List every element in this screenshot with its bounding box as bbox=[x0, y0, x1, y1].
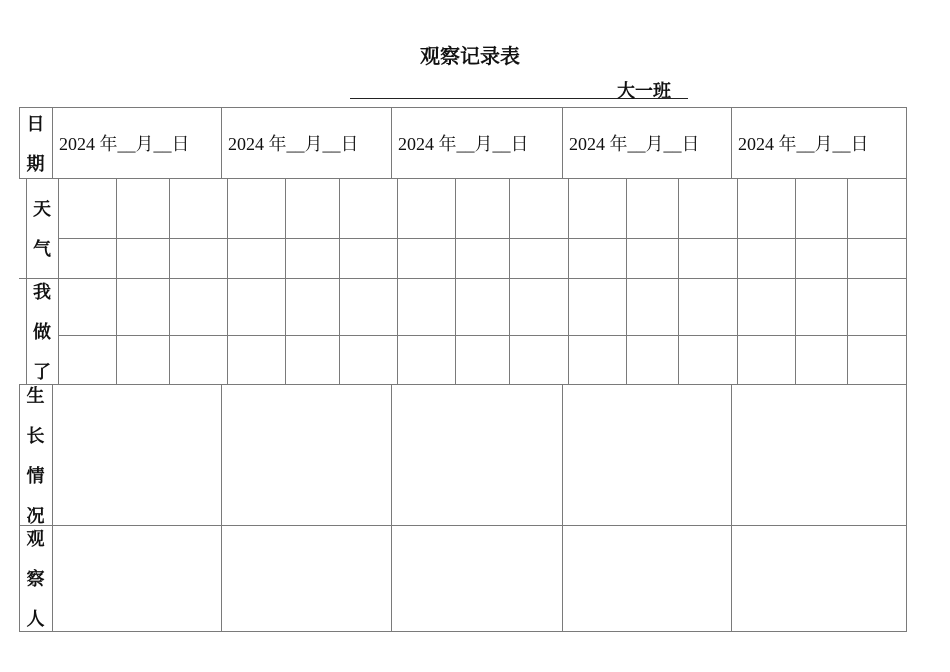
subcolumn-divider bbox=[397, 178, 398, 384]
column-divider bbox=[562, 384, 563, 631]
column-divider bbox=[221, 384, 222, 631]
row-label-char: 生 bbox=[26, 385, 45, 406]
table-border-bottom bbox=[19, 631, 907, 632]
row-label-char: 天 bbox=[33, 199, 51, 219]
date-cell: 2024 年__月__日 bbox=[738, 133, 869, 154]
activity-subrow-divider bbox=[58, 335, 907, 336]
row-label-observer bbox=[19, 525, 52, 631]
row-label-char: 了 bbox=[33, 362, 51, 382]
row-label-char: 察 bbox=[26, 569, 45, 589]
row-label-char: 观 bbox=[26, 529, 45, 549]
row-divider bbox=[19, 525, 907, 526]
page-title: 观察记录表 bbox=[420, 46, 520, 68]
subcolumn-divider bbox=[227, 178, 228, 384]
row-label-char: 人 bbox=[26, 609, 45, 629]
column-divider bbox=[731, 384, 732, 631]
subcolumn-divider bbox=[568, 178, 569, 384]
row-label-char: 我 bbox=[33, 282, 51, 302]
column-divider bbox=[391, 384, 392, 631]
subcolumn-divider bbox=[285, 178, 286, 384]
column-divider bbox=[731, 107, 732, 178]
row-label-date bbox=[19, 107, 52, 178]
row-label-char: 况 bbox=[26, 505, 45, 526]
row-divider bbox=[19, 178, 907, 179]
row-label-growth bbox=[19, 384, 52, 525]
row-divider bbox=[19, 384, 907, 385]
subcolumn-divider bbox=[58, 178, 59, 384]
weather-subrow-divider bbox=[58, 238, 907, 239]
date-cell: 2024 年__月__日 bbox=[569, 133, 700, 154]
column-divider bbox=[391, 107, 392, 178]
table-border-right bbox=[906, 107, 907, 632]
row-label-char: 气 bbox=[33, 239, 51, 259]
class-name: 大一班 bbox=[617, 81, 671, 101]
subcolumn-divider bbox=[509, 178, 510, 384]
row-label-activity bbox=[26, 278, 58, 384]
row-divider bbox=[19, 278, 907, 279]
row-label-char: 长 bbox=[26, 425, 45, 446]
column-divider bbox=[52, 107, 53, 178]
subcolumn-divider bbox=[626, 178, 627, 384]
column-divider bbox=[562, 107, 563, 178]
column-divider bbox=[52, 384, 53, 631]
subcolumn-divider bbox=[339, 178, 340, 384]
column-divider bbox=[221, 107, 222, 178]
row-label-char: 日 bbox=[26, 113, 45, 134]
subcolumn-divider bbox=[795, 178, 796, 384]
subcolumn-divider bbox=[169, 178, 170, 384]
date-cell: 2024 年__月__日 bbox=[228, 133, 359, 154]
subcolumn-divider bbox=[455, 178, 456, 384]
date-cell: 2024 年__月__日 bbox=[59, 133, 190, 154]
row-label-char: 做 bbox=[33, 322, 51, 342]
row-label-char: 期 bbox=[26, 153, 45, 174]
subcolumn-divider bbox=[847, 178, 848, 384]
row-label-char: 情 bbox=[26, 465, 45, 486]
subcolumn-divider bbox=[116, 178, 117, 384]
subcolumn-divider bbox=[737, 178, 738, 384]
row-label-weather bbox=[26, 178, 58, 278]
date-cell: 2024 年__月__日 bbox=[398, 133, 529, 154]
subcolumn-divider bbox=[678, 178, 679, 384]
